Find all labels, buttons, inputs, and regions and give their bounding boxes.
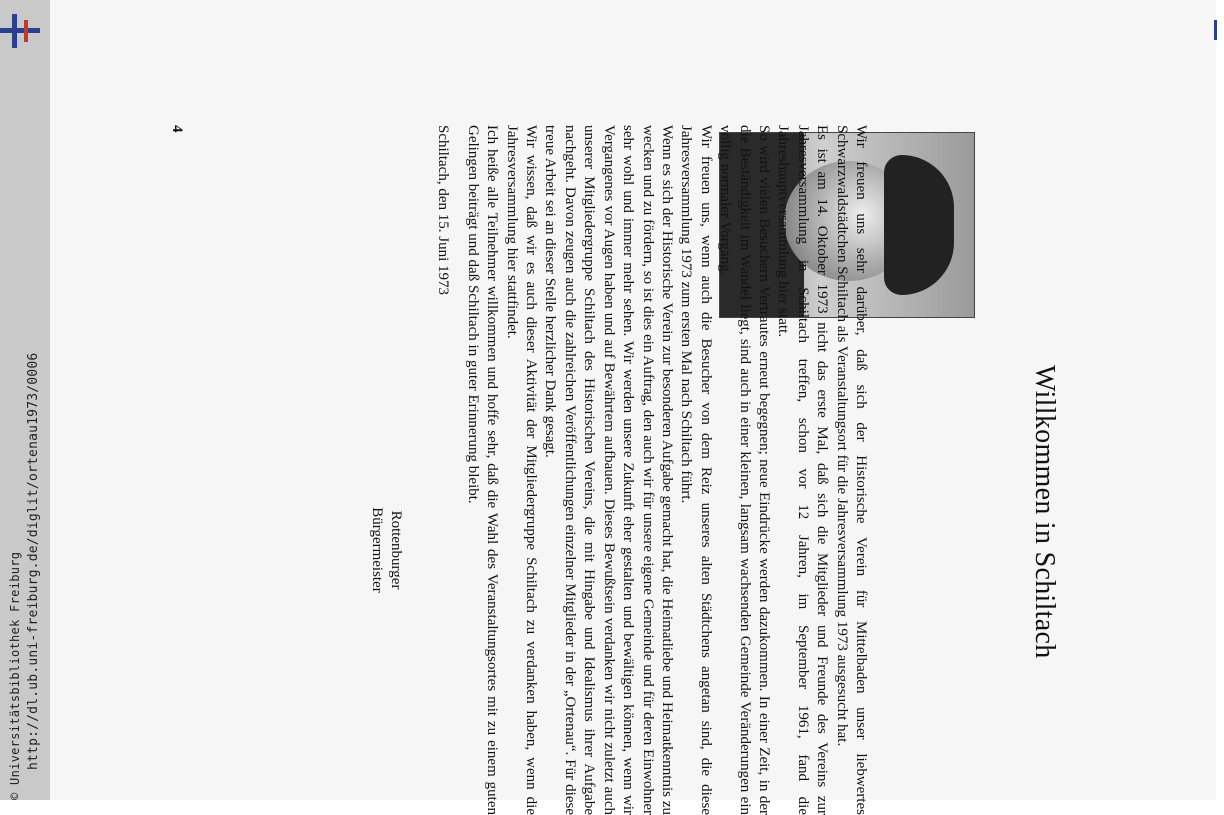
- scanned-page: [50, 0, 1216, 815]
- copyright-notice: © Universitätsbibliothek Freiburg: [8, 551, 22, 800]
- paragraph: Wir wissen, daß wir es auch dieser Aktivität der Mitgliedergruppe Schiltach zu verdanken haben, wenn die Jahresversammlung hier stattfindet.: [503, 125, 540, 815]
- paragraph: Ich heiße alle Teilnehmer willkommen und hoffe sehr, daß die Wahl des Veranstaltungsortes mit zu einem guten Gelingen beiträgt und daß Schiltach in guter Erinnerung bleibt.: [464, 125, 501, 815]
- paragraph: Es ist am 14. Oktober 1973 nicht das erste Mal, daß sich die Mitglieder und Freunde des Vereins zur Jahresversammlung in Schiltach treffen, schon vor 12 Jahren, im September 1961, fand die Jahreshauptversammlung hier statt.: [775, 125, 831, 815]
- paragraph: Wir freuen uns sehr darüber, daß sich der Historische Verein für Mittelbaden unser liebwertes Schwarzwaldstädtchen Schiltach als Veranstaltungsort für die Jahresversammlung 1973 ausgesucht hat.: [833, 125, 869, 815]
- rotated-page-content: [160, 55, 1060, 815]
- signature-title: Bürgermeister: [369, 507, 385, 593]
- page-edge: [1216, 0, 1224, 800]
- viewer-sidebar: [0, 0, 50, 800]
- source-url-block: [0, 0, 50, 800]
- letter-body: [433, 125, 870, 815]
- place-date: Schiltach, den 15. Juni 1973: [435, 125, 452, 295]
- photo-hair: [884, 155, 954, 295]
- signature-name: Rottenburger: [388, 510, 404, 590]
- edge-marker: [1214, 20, 1217, 40]
- paragraph: Wir freuen uns, wenn auch die Besucher von dem Reiz unseres alten Städtchens angetan sind, die diese Jahresversammlung 1973 zum ersten Mal nach Schiltach führt.: [678, 125, 714, 815]
- paragraph: Wenn es sich der Historische Verein zur besonderen Aufgabe gemacht hat, die Heimatliebe und Heimatkenntnis zu wecken und zu fördern, so ist dies ein Auftrag, den auch wir für unsere eigene Gemeinde und für deren Einwohner sehr wohl und immer mehr sehen. Wir werden unsere Zukunft eher gestalten und bewältigen können, wenn wir Vergangenes vor Augen haben und auf Bewährtem aufbauen. Dieses Bewußtsein verdanken wir nicht zuletzt auch unserer Mitgliedergruppe Schiltach des Historischen Vereins, die mit Hingabe und Idealismus ihrer Aufgabe nachgeht. Davon zeugen auch die zahlreichen Veröffentlichungen einzelner Mitglieder in der „Ortenau“. Für diese treue Arbeit sei an dieser Stelle herzlicher Dank gesagt.: [542, 125, 675, 815]
- source-url[interactable]: http://dl.ub.uni-freiburg.de/diglit/ortenau1973/0006: [26, 352, 41, 770]
- page-title: Willkommen in Schiltach: [1029, 365, 1060, 659]
- paragraph: So wird vielen Besuchern Vertrautes erneut begegnen; neue Eindrücke werden dazukommen. In einer Zeit, in der die Beständigkeit im Wandel liegt, sind auch in einer kleinen, langsam wachsenden Gemeinde Veränderungen ein völlig normaler Vorgang.: [717, 125, 772, 815]
- signature-block: [367, 450, 405, 650]
- page-number: 4: [169, 125, 185, 133]
